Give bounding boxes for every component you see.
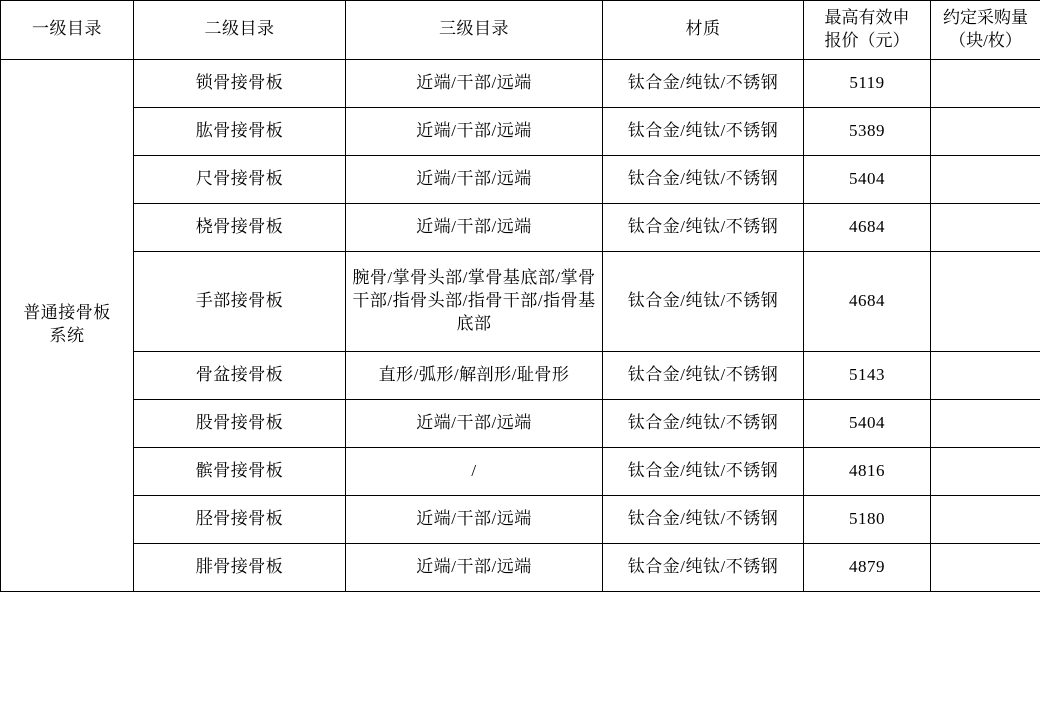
cell-level2: 肱骨接骨板 [134,107,346,155]
cell-level2: 手部接骨板 [134,251,346,351]
table-row [1,351,1040,399]
column-header-level3: 三级目录 [346,1,603,60]
cell-quantity [931,251,1040,351]
cell-level3: / [346,447,603,495]
cell-material: 钛合金/纯钛/不锈钢 [603,251,804,351]
cell-max-price: 4879 [804,543,931,591]
cell-max-price: 5180 [804,495,931,543]
cell-material: 钛合金/纯钛/不锈钢 [603,399,804,447]
cell-max-price: 5389 [804,107,931,155]
cell-level1-line2: 系统 [49,326,85,346]
cell-level3: 近端/干部/远端 [346,543,603,591]
table-row [1,399,1040,447]
table-body [1,59,1040,591]
column-header-level2: 二级目录 [134,1,346,60]
cell-max-price: 4684 [804,251,931,351]
cell-level3: 腕骨/掌骨头部/掌骨基底部/掌骨干部/指骨头部/指骨干部/指骨基底部 [346,251,603,351]
column-header-material: 材质 [603,1,804,60]
cell-level3: 近端/干部/远端 [346,399,603,447]
table-row [1,59,1040,107]
cell-level2: 尺骨接骨板 [134,155,346,203]
cell-quantity [931,203,1040,251]
table-header-row [1,1,1040,60]
cell-max-price: 5143 [804,351,931,399]
cell-level2: 腓骨接骨板 [134,543,346,591]
cell-level2: 骨盆接骨板 [134,351,346,399]
table-row [1,495,1040,543]
cell-material: 钛合金/纯钛/不锈钢 [603,107,804,155]
cell-max-price: 5404 [804,399,931,447]
cell-level3: 近端/干部/远端 [346,495,603,543]
cell-level2: 胫骨接骨板 [134,495,346,543]
cell-level2: 股骨接骨板 [134,399,346,447]
column-header-quantity [931,1,1040,60]
cell-max-price: 4816 [804,447,931,495]
table-row [1,543,1040,591]
cell-material: 钛合金/纯钛/不锈钢 [603,351,804,399]
cell-level2: 锁骨接骨板 [134,59,346,107]
table-row [1,155,1040,203]
column-header-max-price-line1: 最高有效申 [824,8,910,27]
table-row [1,447,1040,495]
cell-quantity [931,543,1040,591]
cell-level1-line1: 普通接骨板 [23,303,111,323]
cell-material: 钛合金/纯钛/不锈钢 [603,495,804,543]
cell-quantity [931,59,1040,107]
cell-level1-category [1,59,134,591]
cell-level3: 近端/干部/远端 [346,155,603,203]
cell-material: 钛合金/纯钛/不锈钢 [603,447,804,495]
cell-level3: 直形/弧形/解剖形/耻骨形 [346,351,603,399]
cell-material: 钛合金/纯钛/不锈钢 [603,203,804,251]
table-row [1,203,1040,251]
table-row [1,107,1040,155]
column-header-quantity-line2: （块/枚） [949,30,1022,50]
cell-level3: 近端/干部/远端 [346,59,603,107]
column-header-level1: 一级目录 [1,1,134,60]
table-header [1,1,1040,60]
cell-quantity [931,447,1040,495]
cell-material: 钛合金/纯钛/不锈钢 [603,59,804,107]
cell-level2: 髌骨接骨板 [134,447,346,495]
column-header-max-price [804,1,931,60]
cell-level2: 桡骨接骨板 [134,203,346,251]
cell-quantity [931,351,1040,399]
cell-max-price: 5404 [804,155,931,203]
cell-quantity [931,399,1040,447]
cell-max-price: 4684 [804,203,931,251]
cell-quantity [931,495,1040,543]
cell-level3: 近端/干部/远端 [346,107,603,155]
table-row [1,251,1040,351]
cell-quantity [931,155,1040,203]
cell-quantity [931,107,1040,155]
cell-material: 钛合金/纯钛/不锈钢 [603,155,804,203]
cell-max-price: 5119 [804,59,931,107]
column-header-max-price-line2: 报价（元） [824,30,910,50]
cell-level3: 近端/干部/远端 [346,203,603,251]
column-header-quantity-line1: 约定采购量 [943,8,1028,27]
cell-material: 钛合金/纯钛/不锈钢 [603,543,804,591]
